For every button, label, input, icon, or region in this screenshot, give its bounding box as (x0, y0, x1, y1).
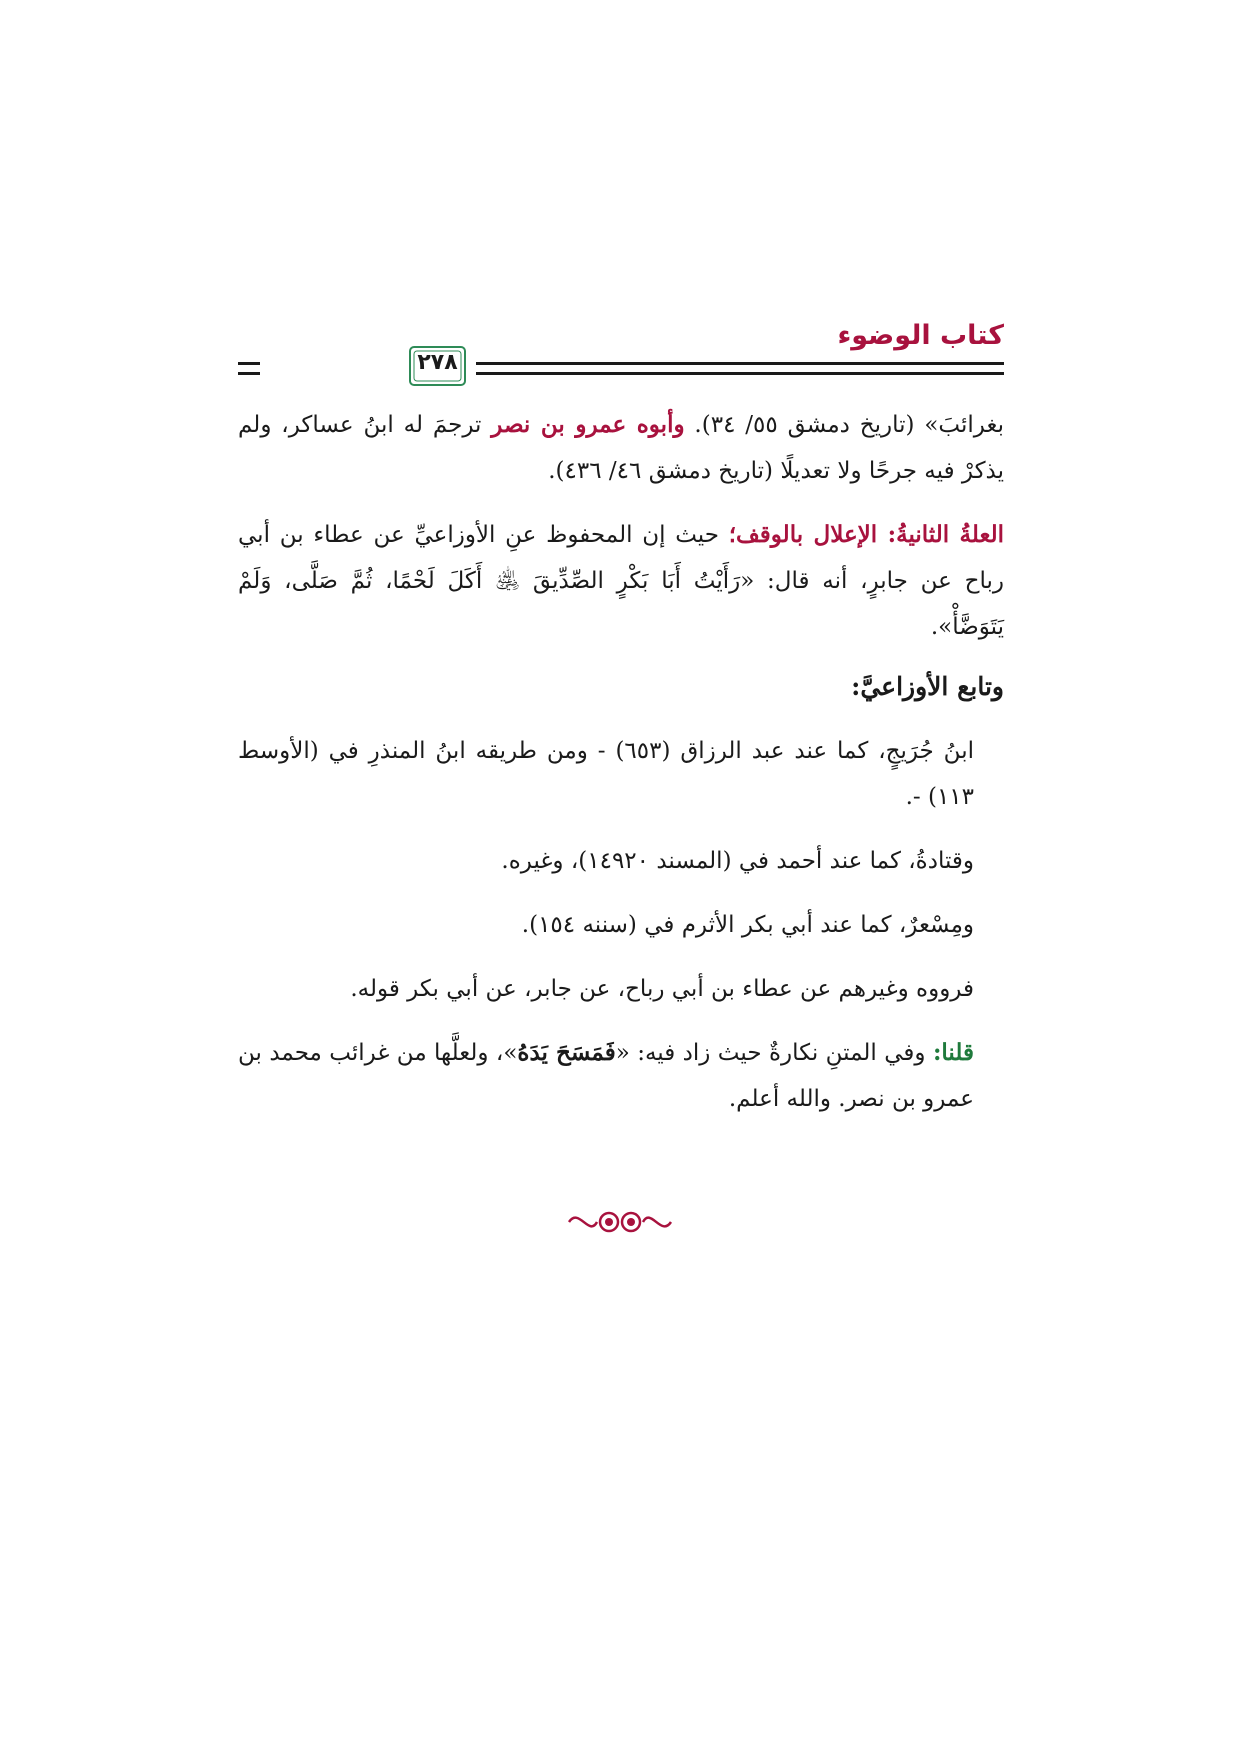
header-rule-top (476, 362, 1004, 365)
sub-heading: وتابع الأوزاعيَّ: (851, 672, 1004, 701)
paragraph-7 (238, 1030, 1004, 1122)
paragraph-5: ومِسْعرٌ، كما عند أبي بكر الأثرم في (سننه ١٥٤). (521, 912, 974, 938)
paragraph-2-text: حيث إن المحفوظ عنِ الأوزاعيِّ عن عطاء بن أبي رباح عن جابرٍ، أنه قال: «رَأَيْتُ أَبَا بَكْرٍ الصِّدِّيقَ ﵁ أَكَلَ لَحْمًا، ثُمَّ صَلَّى، وَلَمْ يَتَوَضَّأْ». (238, 522, 1004, 640)
paragraph-1-text-b: ترجمَ له ابنُ عساكر، ولم يذكرْ فيه جرحًا ولا تعديلًا (تاريخ دمشق ٤٦/ ٤٣٦). (238, 412, 1004, 484)
paragraph-1 (238, 402, 1004, 494)
header-rule-left-bottom (238, 372, 260, 375)
paragraph-3: ابنُ جُرَيجٍ، كما عند عبد الرزاق (٦٥٣) - ومن طريقه ابنُ المنذرِ في (الأوسط ١١٣) -. (238, 738, 974, 810)
section-end-ornament (559, 1202, 681, 1242)
page-body (238, 402, 1004, 1122)
second-defect-heading: العلةُ الثانيةُ: الإعلال بالوقف؛ (728, 521, 1004, 548)
page-number-box (268, 346, 468, 386)
paragraph-6: فرووه وغيرهم عن عطاء بن أبي رباح، عن جابر، عن أبي بكر قوله. (350, 976, 974, 1002)
page-header (238, 318, 1004, 388)
quoted-phrase: فَمَسَحَ يَدَهُ (517, 1039, 616, 1066)
narrator-name: وأبوه عمرو بن نصر (491, 411, 685, 438)
paragraph-2 (238, 512, 1004, 650)
header-rule-left-top (238, 362, 260, 365)
note-label: قلنا: (932, 1039, 974, 1066)
paragraph-7-text-b: »، ولعلَّها من غرائب محمد بن عمرو بن نصر. والله أعلم. (238, 1040, 974, 1112)
page-number: ٢٧٨ (417, 350, 458, 375)
paragraph-1-text-a: بغرائبَ» (تاريخ دمشق ٥٥/ ٣٤). (684, 412, 1004, 438)
paragraph-7-text-a: وفي المتنِ نكارةٌ حيث زاد فيه: « (615, 1040, 933, 1066)
header-rule-bottom (476, 372, 1004, 375)
paragraph-4: وقتادةُ، كما عند أحمد في (المسند ١٤٩٢٠)، وغيره. (501, 848, 974, 874)
book-title: كتاب الوضوء (837, 320, 1004, 351)
